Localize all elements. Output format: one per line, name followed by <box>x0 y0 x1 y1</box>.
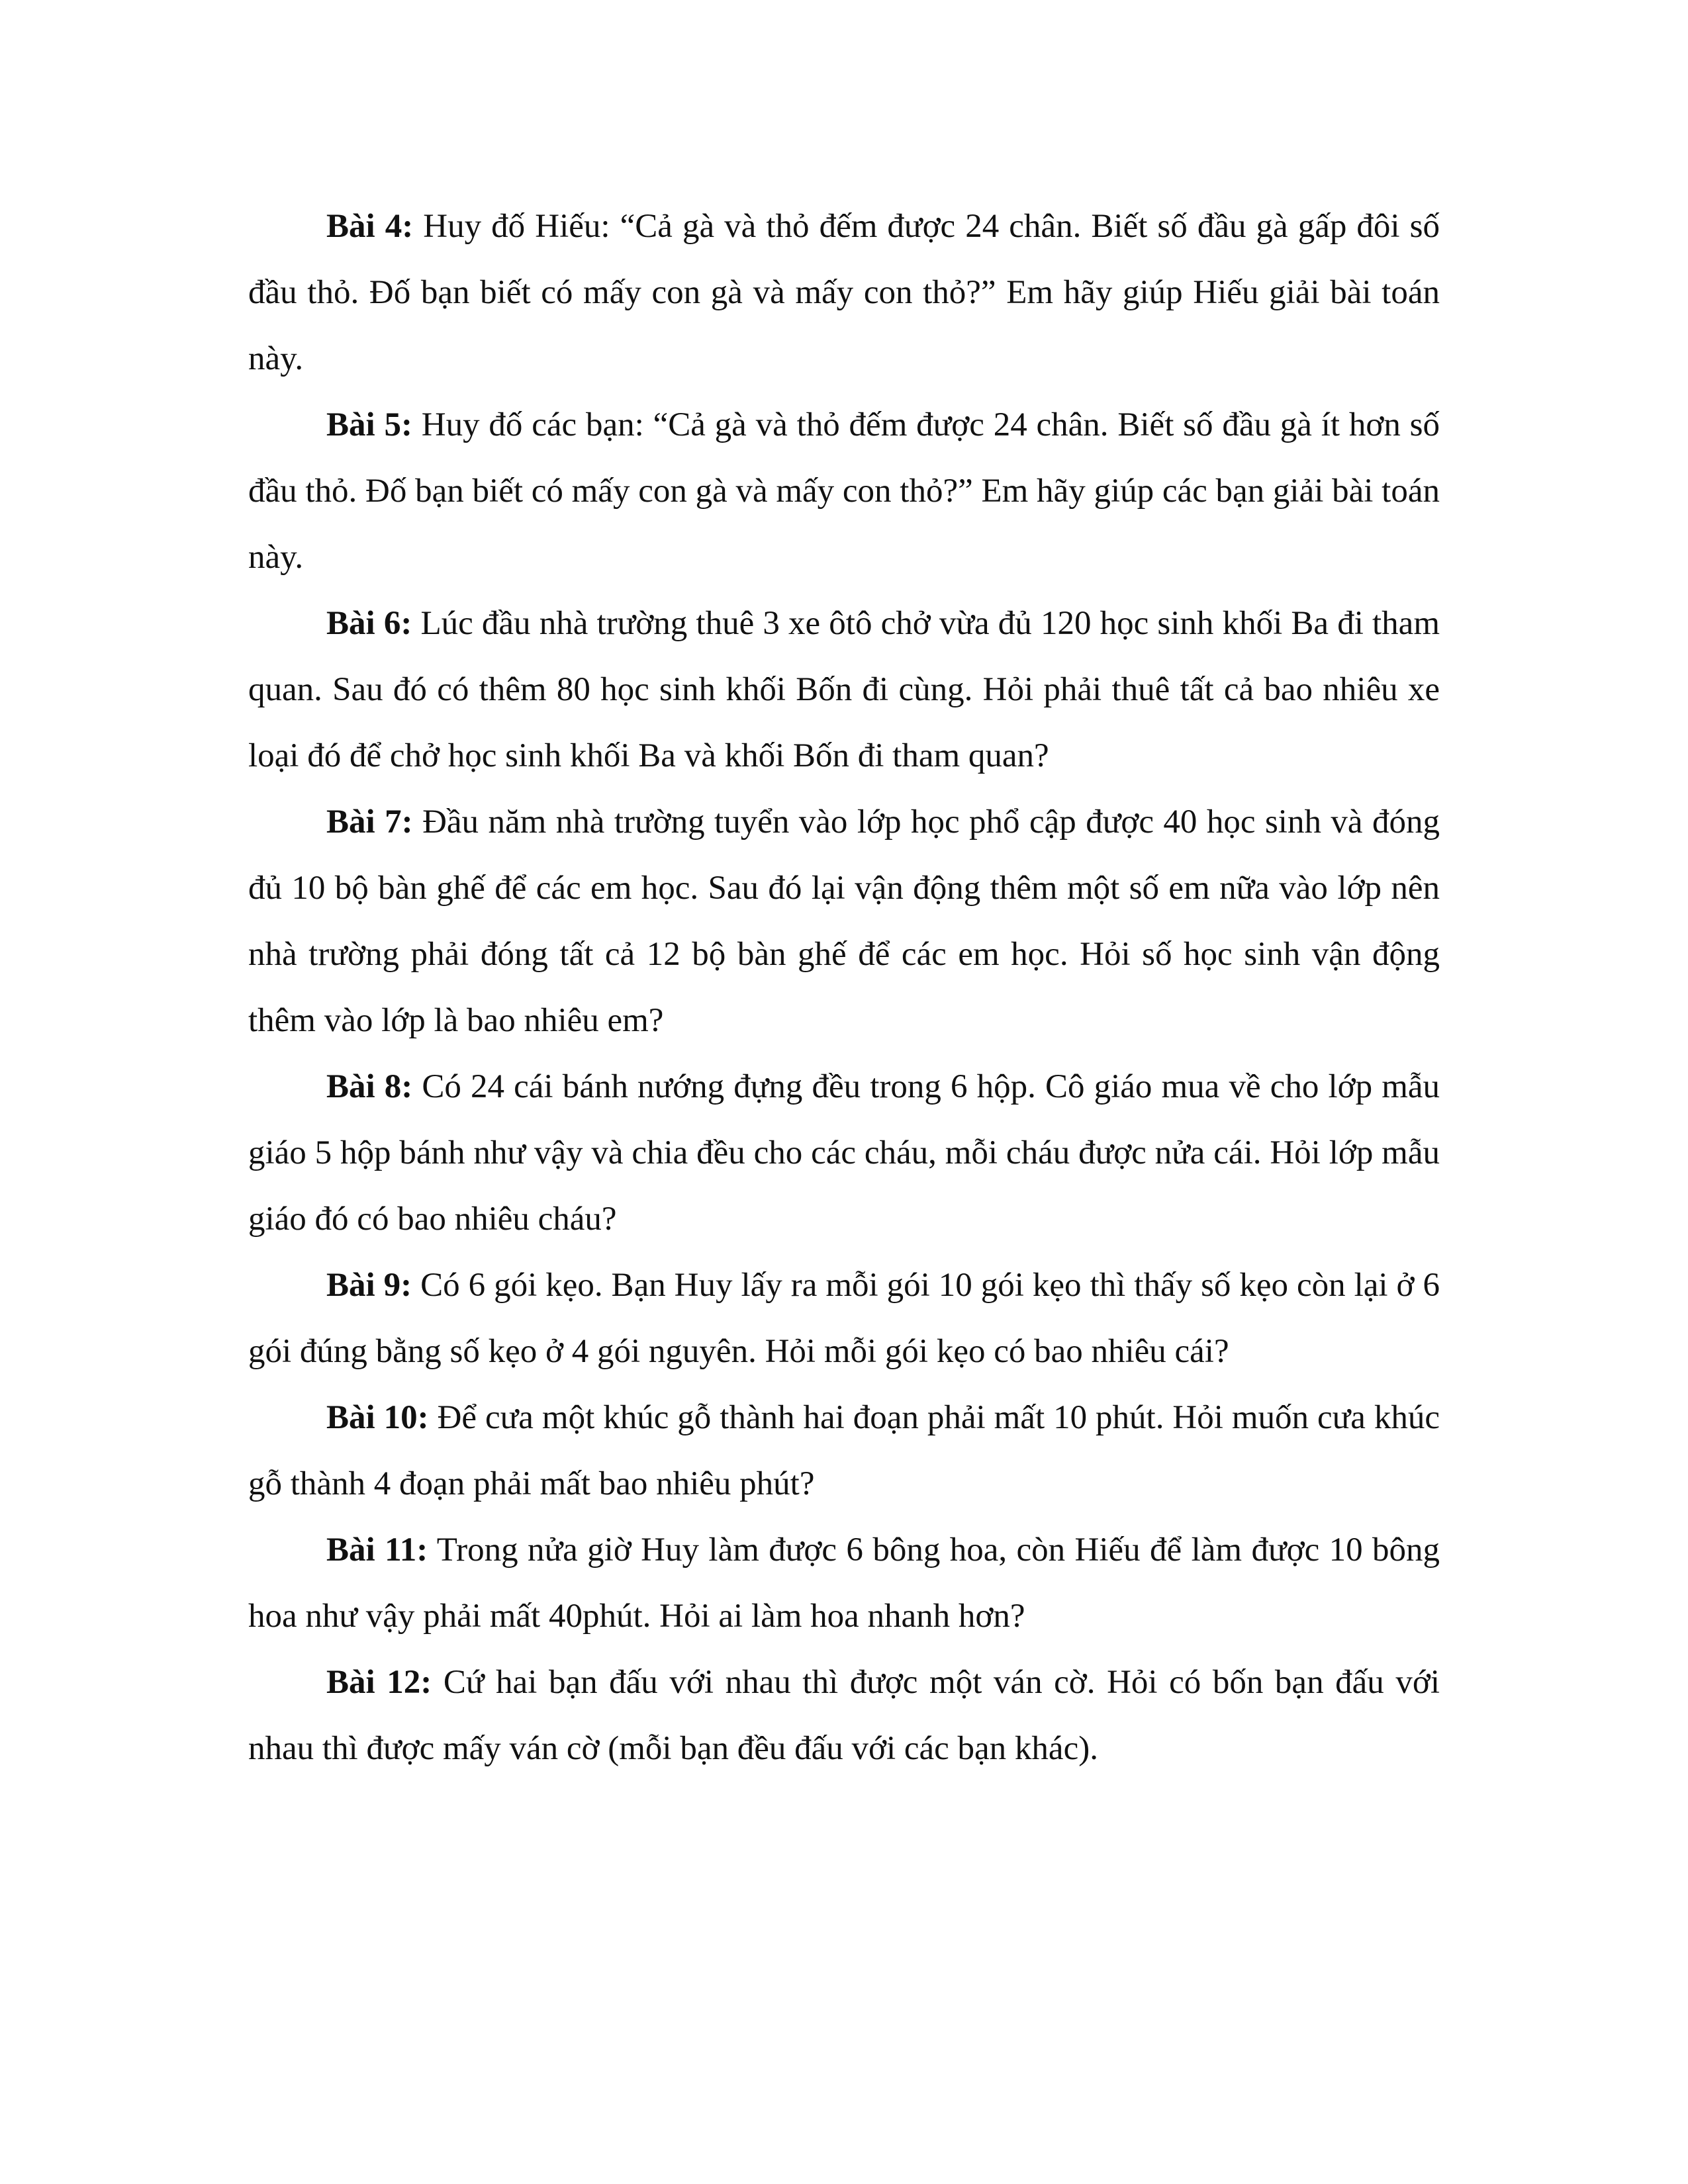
problem-label: Bài 12: <box>326 1664 432 1701</box>
problem-label: Bài 5: <box>326 406 412 443</box>
problem-label: Bài 10: <box>326 1399 429 1436</box>
document-page <box>248 193 1440 1782</box>
problem-6 <box>248 590 1440 789</box>
problem-text: Đầu năm nhà trường tuyển vào lớp học phổ cập được 40 học sinh và đóng đủ 10 bộ bàn ghế để các em học. Sau đó lại vận động thêm một số em nữa vào lớp nên nhà trường phải đóng tất cả 12 bộ bàn ghế để các em học. Hỏi số học sinh vận động thêm vào lớp là bao nhiêu em? <box>248 803 1440 1039</box>
problem-10 <box>248 1385 1440 1517</box>
problem-text: Huy đố Hiếu: “Cả gà và thỏ đếm được 24 chân. Biết số đầu gà gấp đôi số đầu thỏ. Đố bạn biết có mấy con gà và mấy con thỏ?” Em hãy giúp Hiếu giải bài toán này. <box>248 208 1440 377</box>
problem-text: Cứ hai bạn đấu với nhau thì được một ván cờ. Hỏi có bốn bạn đấu với nhau thì được mấy ván cờ (mỗi bạn đều đấu với các bạn khác). <box>248 1664 1440 1767</box>
problem-text: Có 6 gói kẹo. Bạn Huy lấy ra mỗi gói 10 gói kẹo thì thấy số kẹo còn lại ở 6 gói đúng bằng số kẹo ở 4 gói nguyên. Hỏi mỗi gói kẹo có bao nhiêu cái? <box>248 1267 1440 1370</box>
problem-4 <box>248 193 1440 392</box>
problem-text: Lúc đầu nhà trường thuê 3 xe ôtô chở vừa đủ 120 học sinh khối Ba đi tham quan. Sau đó có thêm 80 học sinh khối Bốn đi cùng. Hỏi phải thuê tất cả bao nhiêu xe loại đó để chở học sinh khối Ba và khối Bốn đi tham quan? <box>248 605 1440 774</box>
problem-text: Trong nửa giờ Huy làm được 6 bông hoa, còn Hiếu để làm được 10 bông hoa như vậy phải mất 40phút. Hỏi ai làm hoa nhanh hơn? <box>248 1531 1440 1635</box>
problem-8 <box>248 1054 1440 1252</box>
problem-label: Bài 8: <box>326 1068 413 1105</box>
problem-11 <box>248 1517 1440 1649</box>
problem-7 <box>248 789 1440 1054</box>
problem-label: Bài 7: <box>326 803 413 841</box>
problem-text: Có 24 cái bánh nướng đựng đều trong 6 hộp. Cô giáo mua về cho lớp mẫu giáo 5 hộp bánh như vậy và chia đều cho các cháu, mỗi cháu được nửa cái. Hỏi lớp mẫu giáo đó có bao nhiêu cháu? <box>248 1068 1440 1238</box>
problem-label: Bài 4: <box>326 208 414 245</box>
problem-5 <box>248 392 1440 590</box>
problem-12 <box>248 1649 1440 1782</box>
problem-label: Bài 11: <box>326 1531 428 1569</box>
problem-label: Bài 6: <box>326 605 412 642</box>
problem-text: Để cưa một khúc gỗ thành hai đoạn phải mất 10 phút. Hỏi muốn cưa khúc gỗ thành 4 đoạn phải mất bao nhiêu phút? <box>248 1399 1440 1502</box>
problem-label: Bài 9: <box>326 1267 412 1304</box>
problem-text: Huy đố các bạn: “Cả gà và thỏ đếm được 24 chân. Biết số đầu gà ít hơn số đầu thỏ. Đố bạn biết có mấy con gà và mấy con thỏ?” Em hãy giúp các bạn giải bài toán này. <box>248 406 1440 576</box>
problem-9 <box>248 1252 1440 1385</box>
